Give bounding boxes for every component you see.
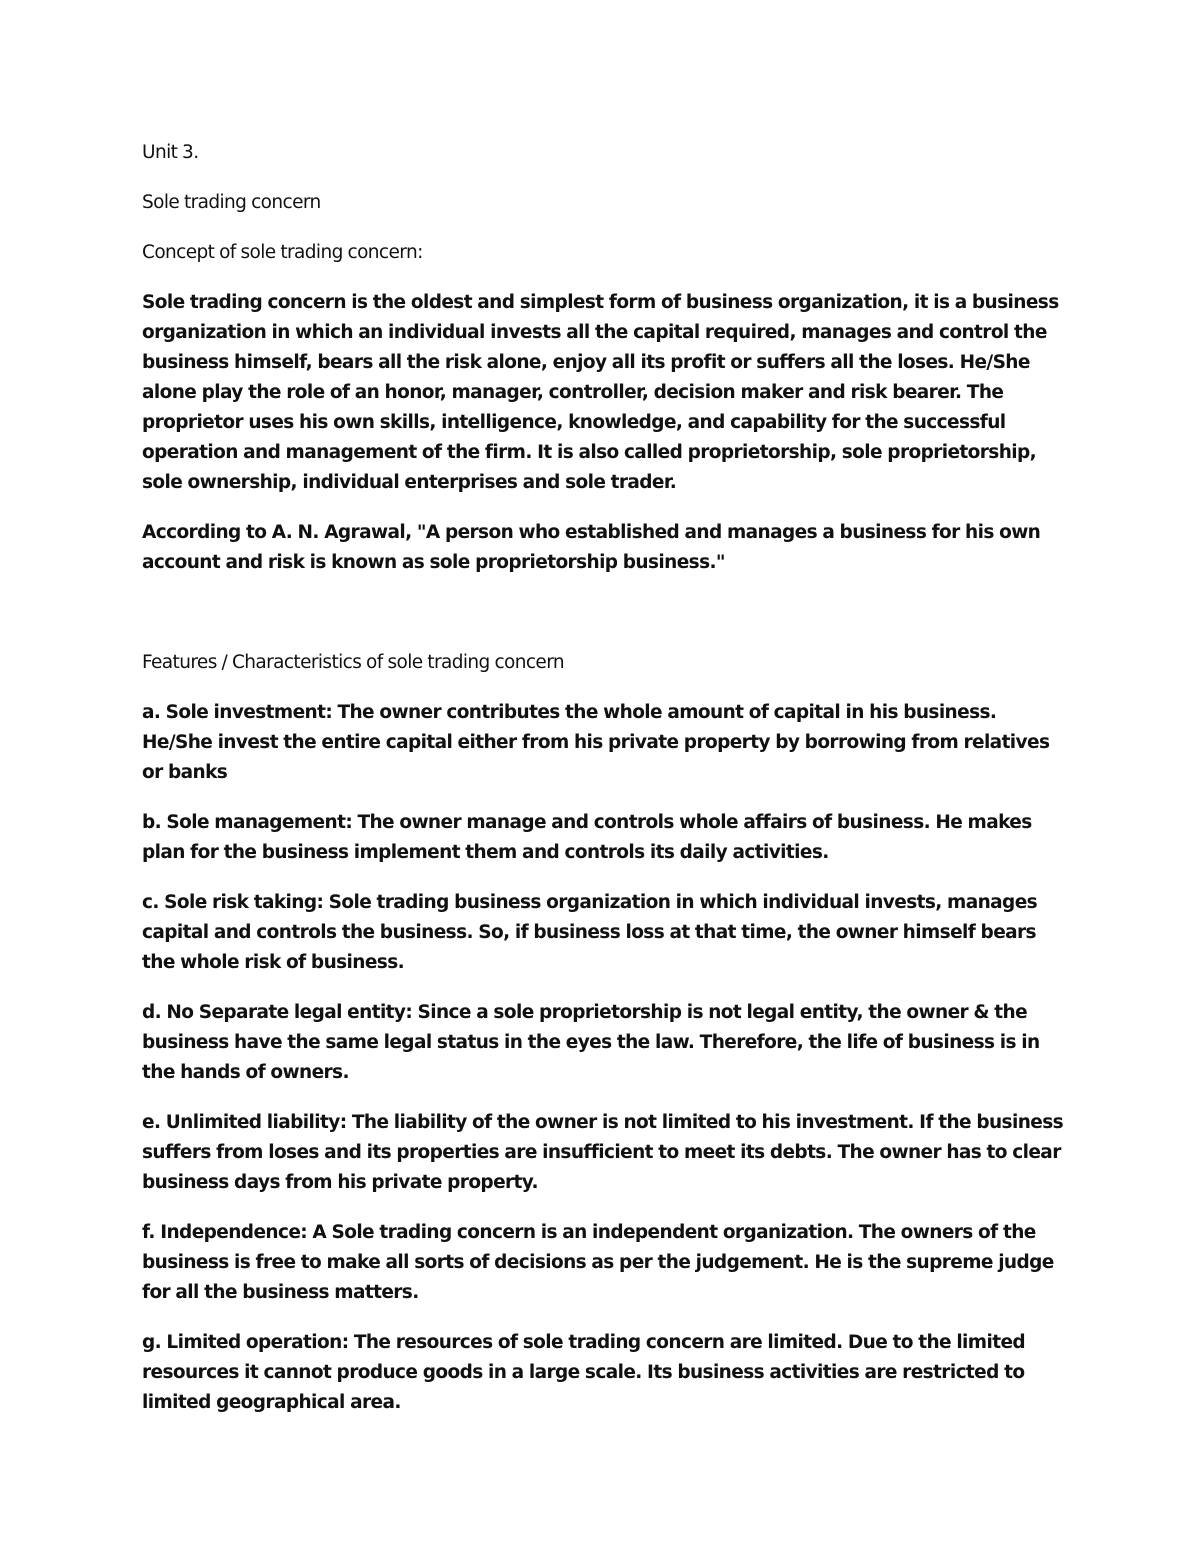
feature-item-no-separate-legal-entity: d. No Separate legal entity: Since a sole proprietorship is not legal entity, the owner & the business have the same legal status in the eyes the law. Therefore, the life of business is in the hands of owners. [142,1002,1040,1083]
feature-item-limited-operation: g. Limited operation: The resources of sole trading concern are limited. Due to the limited resources it cannot produce goods in a large scale. Its business activities are restricted to limited geographical area. [142,1332,1026,1413]
unit-label: Unit 3. [142,142,199,163]
definition-paragraph: According to A. N. Agrawal, "A person who established and manages a business for his own account and risk is known as sole proprietorship business." [142,522,1041,573]
features-heading: Features / Characteristics of sole trading concern [142,652,565,673]
feature-item-sole-risk-taking: c. Sole risk taking: Sole trading business organization in which individual invests, manages capital and controls the business. So, if business loss at that time, the owner himself bears the whole risk of business. [142,892,1038,973]
concept-heading: Concept of sole trading concern: [142,242,423,263]
feature-item-unlimited-liability: e. Unlimited liability: The liability of the owner is not limited to his investment. If the business suffers from loses and its properties are insufficient to meet its debts. The owner has to clear business days from his private property. [142,1112,1064,1193]
section-gap [142,598,1070,648]
concept-paragraph: Sole trading concern is the oldest and simplest form of business organization, it is a business organization in which an individual invests all the capital required, manages and control the business himself, bears all the risk alone, enjoy all its profit or suffers all the loses. He/She alone play the role of an honor, manager, controller, decision maker and risk bearer. The proprietor uses his own skills, intelligence, knowledge, and capability for the successful operation and management of the firm. It is also called proprietorship, sole proprietorship, sole ownership, individual enterprises and sole trader. [142,292,1059,493]
document-title: Sole trading concern [142,192,321,213]
feature-item-independence: f. Independence: A Sole trading concern is an independent organization. The owners of the business is free to make all sorts of decisions as per the judgement. He is the supreme judge for all the business matters. [142,1222,1054,1303]
feature-item-sole-management: b. Sole management: The owner manage and controls whole affairs of business. He makes plan for the business implement them and controls its daily activities. [142,812,1032,863]
feature-item-sole-investment: a. Sole investment: The owner contributes the whole amount of capital in his business. He/She invest the entire capital either from his private property by borrowing from relatives or banks [142,702,1050,783]
